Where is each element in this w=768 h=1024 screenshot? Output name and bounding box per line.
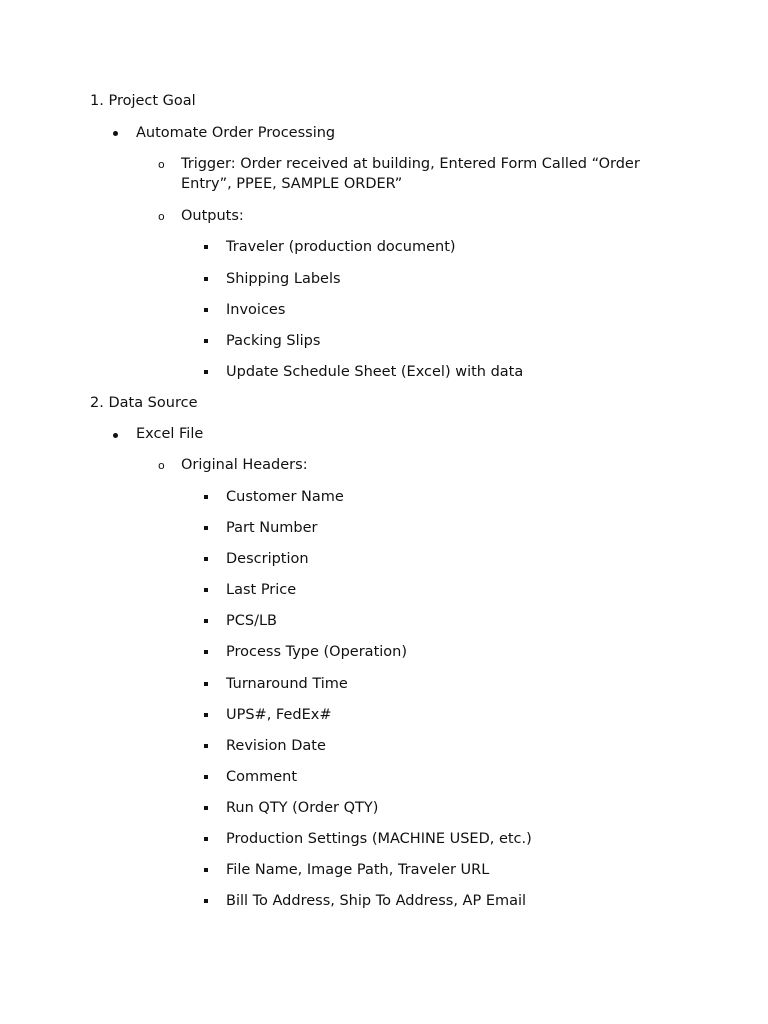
list-detail: Last Price bbox=[226, 582, 297, 598]
bullet-square-icon bbox=[204, 744, 208, 748]
bullet-square-icon bbox=[204, 495, 208, 499]
section-number: 1. bbox=[90, 93, 104, 109]
section-number: 2. bbox=[90, 395, 104, 411]
bullet-circle-icon: o bbox=[158, 158, 165, 171]
bullet-square-icon bbox=[204, 370, 208, 374]
list-subitem: Original Headers: bbox=[181, 457, 308, 473]
bullet-square-icon bbox=[204, 526, 208, 530]
list-detail: Customer Name bbox=[226, 489, 344, 505]
list-detail: Invoices bbox=[226, 302, 286, 318]
list-detail: Shipping Labels bbox=[226, 271, 341, 287]
bullet-dot-icon bbox=[113, 131, 118, 136]
bullet-square-icon bbox=[204, 588, 208, 592]
bullet-square-icon bbox=[204, 806, 208, 810]
bullet-dot-icon bbox=[113, 433, 118, 438]
list-detail: PCS/LB bbox=[226, 613, 277, 629]
section-heading-project-goal bbox=[90, 91, 196, 111]
list-detail: Process Type (Operation) bbox=[226, 644, 408, 660]
bullet-circle-icon: o bbox=[158, 210, 165, 223]
list-detail: Traveler (production document) bbox=[226, 239, 456, 255]
list-detail: Bill To Address, Ship To Address, AP Email bbox=[226, 893, 527, 909]
list-subitem: Outputs: bbox=[181, 208, 244, 224]
section-title: Data Source bbox=[108, 395, 198, 411]
list-detail: File Name, Image Path, Traveler URL bbox=[226, 862, 490, 878]
bullet-square-icon bbox=[204, 557, 208, 561]
bullet-square-icon bbox=[204, 339, 208, 343]
bullet-square-icon bbox=[204, 277, 208, 281]
list-subitem: Trigger: Order received at building, Entered Form Called “Order Entry”, PPEE, SAMPLE ORDER” bbox=[181, 156, 640, 192]
list-detail: Part Number bbox=[226, 520, 318, 536]
bullet-square-icon bbox=[204, 775, 208, 779]
list-item: Automate Order Processing bbox=[136, 125, 336, 141]
bullet-square-icon bbox=[204, 308, 208, 312]
list-detail: Packing Slips bbox=[226, 333, 321, 349]
list-detail: Description bbox=[226, 551, 309, 567]
bullet-square-icon bbox=[204, 899, 208, 903]
list-detail: UPS#, FedEx# bbox=[226, 707, 332, 723]
bullet-square-icon bbox=[204, 650, 208, 654]
list-detail: Revision Date bbox=[226, 738, 326, 754]
list-detail: Turnaround Time bbox=[226, 676, 348, 692]
bullet-circle-icon: o bbox=[158, 459, 165, 472]
list-detail: Run QTY (Order QTY) bbox=[226, 800, 379, 816]
bullet-square-icon bbox=[204, 868, 208, 872]
list-detail: Update Schedule Sheet (Excel) with data bbox=[226, 364, 524, 380]
section-title: Project Goal bbox=[108, 93, 196, 109]
bullet-square-icon bbox=[204, 245, 208, 249]
bullet-square-icon bbox=[204, 682, 208, 686]
list-detail: Production Settings (MACHINE USED, etc.) bbox=[226, 831, 532, 847]
section-heading-data-source bbox=[90, 393, 198, 413]
bullet-square-icon bbox=[204, 713, 208, 717]
list-item: Excel File bbox=[136, 426, 204, 442]
bullet-square-icon bbox=[204, 619, 208, 623]
list-detail: Comment bbox=[226, 769, 298, 785]
bullet-square-icon bbox=[204, 837, 208, 841]
